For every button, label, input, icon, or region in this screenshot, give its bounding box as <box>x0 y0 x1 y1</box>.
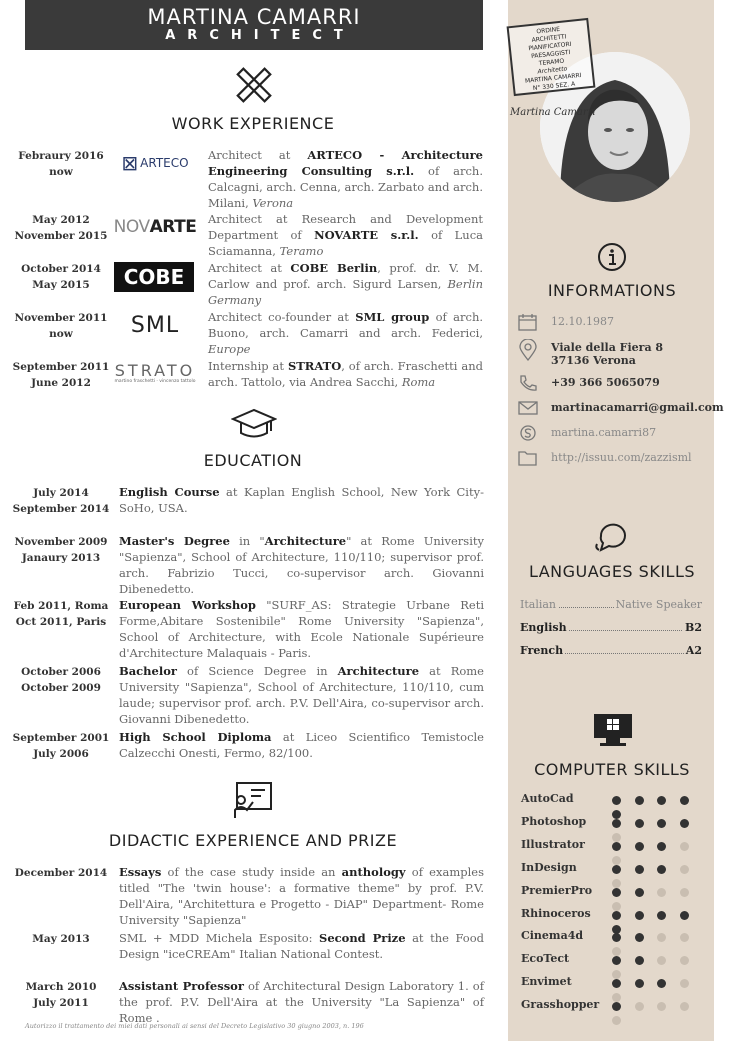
work-location: Roma <box>401 375 436 389</box>
privacy-note: Autorizzo il trattamento dei miei dati personali ai sensi del Decreto Legislativo 30 giugno 2003, n. 196 <box>25 1022 364 1030</box>
education-description: English Course at Kaplan English School, New York City-SoHo, USA. <box>119 485 484 515</box>
skill-row <box>521 861 711 875</box>
work-date <box>10 359 112 391</box>
date-start: Febraury 2016 <box>18 150 104 162</box>
phone-number[interactable]: +39 366 5065079 <box>551 376 660 389</box>
skill-name: EcoTect <box>521 952 570 966</box>
date-start: November 2009 <box>14 536 108 548</box>
skill-dot <box>612 956 621 965</box>
date-start: September 2011 <box>12 361 110 373</box>
skill-dot <box>612 933 621 942</box>
skill-row <box>521 907 711 921</box>
skill-name: Envimet <box>521 975 572 989</box>
skill-dot <box>680 842 689 851</box>
skill-dot <box>612 911 621 920</box>
date-start: December 2014 <box>14 867 108 879</box>
date-end: May 2015 <box>32 279 90 291</box>
education-description: European Workshop "SURF_AS: Strategie Urbane Reti Forme,Abitare Sostenibile" Rome University "Sapienza", School of Architecture, with Ecole Nationale Supérieure d'Architecture Malaquais - Paris. <box>119 598 484 660</box>
date-start: March 2010 <box>25 981 97 993</box>
date-end: now <box>49 166 73 178</box>
skill-dot <box>657 933 666 942</box>
date-start: May 2012 <box>32 214 90 226</box>
highlight: Second Prize <box>319 931 406 945</box>
company-logo <box>114 262 194 292</box>
signature: Martina Camarri <box>510 107 596 118</box>
date-end: Oct 2011, Paris <box>15 616 107 628</box>
skill-dot <box>680 1002 689 1011</box>
highlight: Architecture <box>337 664 420 678</box>
logo-text: ARTECO <box>140 156 189 170</box>
company-logo <box>112 149 198 177</box>
skype-icon <box>518 424 538 442</box>
date-end: July 2011 <box>33 997 89 1009</box>
skill-name: Illustrator <box>521 837 585 851</box>
date-end: November 2015 <box>14 230 108 242</box>
education-date <box>10 598 112 630</box>
didactic-date <box>10 931 112 947</box>
pencil-ruler-icon <box>233 64 275 106</box>
logo-text: COBE <box>123 265 185 289</box>
company-name: SML group <box>355 310 430 324</box>
speech-bubbles-icon <box>595 520 629 552</box>
section-title-computer: COMPUTER SKILLS <box>534 760 690 779</box>
info-icon <box>597 242 627 272</box>
location-pin-icon <box>518 339 538 361</box>
skill-dot <box>612 796 621 805</box>
date-end: Janaury 2013 <box>21 552 101 564</box>
skill-dot <box>657 979 666 988</box>
logo-text: ARTE <box>149 217 197 237</box>
skill-row <box>521 929 711 943</box>
company-name: COBE Berlin <box>290 261 378 275</box>
education-date <box>10 730 112 762</box>
education-date <box>10 534 112 566</box>
work-date <box>10 261 112 293</box>
skill-name: Cinema4d <box>521 929 584 943</box>
skill-name: PremierPro <box>521 883 593 897</box>
skill-name: Photoshop <box>521 814 587 828</box>
skill-dot <box>612 1002 621 1011</box>
date-end: June 2012 <box>31 377 91 389</box>
highlight: Bachelor <box>119 664 177 678</box>
skill-dot <box>635 1002 644 1011</box>
date-end: October 2009 <box>21 682 101 694</box>
skill-dot <box>612 865 621 874</box>
skill-row <box>521 815 711 829</box>
skill-dot <box>612 842 621 851</box>
highlight: Architecture <box>264 534 347 548</box>
work-date <box>10 148 112 180</box>
highlight: Assistant Professor <box>119 979 244 993</box>
highlight: English Course <box>119 485 220 499</box>
date-start: October 2006 <box>21 666 101 678</box>
skill-row <box>521 884 711 898</box>
address-street: Viale della Fiera 8 <box>551 341 664 354</box>
skill-dot <box>635 796 644 805</box>
date-start: July 2014 <box>33 487 89 499</box>
didactic-description: Essays of the case study inside an anthology of examples titled "The 'twin house': a formative theme" by prof. P.V. Dell'Aira, "Architettura e Progetto - DiAP" Department- Rome University "Sapienza" <box>119 865 484 927</box>
section-title-didactic: DIDACTIC EXPERIENCE AND PRIZE <box>108 831 398 850</box>
logo-mark-icon: ⊠ <box>121 151 139 175</box>
education-description: High School Diploma at Liceo Scientifico Temistocle Calzecchi Onesti, Fermo, 82/100. <box>119 730 484 760</box>
folder-icon <box>518 449 538 467</box>
skill-dot <box>635 911 644 920</box>
birth-date: 12.10.1987 <box>551 315 614 328</box>
logo-subtext: martino fraschetti · vincenzo tattolo <box>114 379 196 384</box>
company-logo <box>112 311 198 339</box>
work-date <box>10 310 112 342</box>
date-start: May 2013 <box>32 933 90 945</box>
skill-dot <box>612 1016 621 1025</box>
skill-row <box>521 792 711 806</box>
skill-dot <box>612 819 621 828</box>
skill-dot <box>657 819 666 828</box>
skill-row <box>521 838 711 852</box>
date-start: October 2014 <box>21 263 101 275</box>
skill-dot <box>680 796 689 805</box>
skill-row <box>521 975 711 989</box>
company-name: STRATO <box>287 359 342 373</box>
highlight: anthology <box>341 865 406 879</box>
skill-dot <box>657 842 666 851</box>
date-start: Feb 2011, Roma <box>13 600 109 612</box>
website-url[interactable]: http://issuu.com/zazzisml <box>551 451 692 464</box>
work-location: Europe <box>208 342 251 356</box>
work-description: Architect at Research and Development Department of NOVARTE s.r.l. of Luca Sciamanna, Teramo <box>208 212 483 258</box>
phone-icon <box>518 374 538 392</box>
skill-name: Grasshopper <box>521 998 600 1012</box>
skill-dot <box>680 911 689 920</box>
company-logo <box>112 213 198 241</box>
education-date <box>10 485 112 517</box>
skill-dot <box>657 956 666 965</box>
work-description: Architect at ARTECO - Architecture Engineering Consulting s.r.l. of arch. Calcagni, arch. Cenna, arch. Zarbato and arch. Milani, Verona <box>208 148 483 210</box>
company-name: NOVARTE s.r.l. <box>314 228 419 242</box>
work-description: Internship at STRATO, of arch. Fraschetti and arch. Tattolo, via Andrea Sacchi, Roma <box>208 359 484 389</box>
work-location: Verona <box>252 196 294 210</box>
skill-dot <box>680 819 689 828</box>
language-name: Italian <box>520 598 557 611</box>
skill-dot <box>635 819 644 828</box>
section-title-education: EDUCATION <box>203 451 303 470</box>
professional-stamp: ORDINE ARCHITETTI PIANIFICATORI PAESAGGISTI TERAMO Architetto MARTINA CAMARRI N° 330 SEZ. A <box>507 18 596 96</box>
didactic-description: SML + MDD Michela Esposito: Second Prize at the Food Design "iceCREAm" Italian National Contest. <box>119 931 484 961</box>
date-start: September 2001 <box>12 732 110 744</box>
person-name: MARTINA CAMARRI <box>147 5 361 29</box>
calendar-icon <box>518 313 538 331</box>
highlight: High School Diploma <box>119 730 272 744</box>
skill-row <box>521 952 711 966</box>
skill-dot <box>635 933 644 942</box>
work-location: Teramo <box>279 244 324 258</box>
person-role: ARCHITECT <box>165 28 355 43</box>
education-description: Bachelor of Science Degree in Architecture at Rome University "Sapienza", School of Architecture, 110/110, cum laude; supervisor prof. arch. P.V. Dell'Aira, co-supervisor arch. Giovanni Dibenedetto. <box>119 664 484 726</box>
didactic-date <box>10 865 112 881</box>
skill-level-dots <box>612 1001 711 1029</box>
skill-dot <box>612 979 621 988</box>
date-end: now <box>49 328 73 340</box>
section-title-info: INFORMATIONS <box>547 281 677 300</box>
address-city: 37136 Verona <box>551 354 636 367</box>
company-logo <box>112 360 198 388</box>
skill-dot <box>680 888 689 897</box>
company-name: ARTECO - Architecture Engineering Consulting s.r.l. <box>208 148 483 178</box>
skill-dot <box>635 888 644 897</box>
skill-dot <box>635 979 644 988</box>
work-description: Architect co-founder at SML group of arch. Buono, arch. Camarri and arch. Federici, Europe <box>208 310 484 356</box>
skill-dot <box>657 865 666 874</box>
skill-dot <box>635 842 644 851</box>
language-name: English <box>520 621 567 634</box>
skill-name: Rhinoceros <box>521 906 591 920</box>
skill-dot <box>680 933 689 942</box>
skill-name: InDesign <box>521 860 577 874</box>
highlight: Master's Degree <box>119 534 230 548</box>
language-level: B2 <box>685 621 702 634</box>
education-description: Master's Degree in "Architecture" at Rome University "Sapienza", School of Architecture, 110/110; supervisor prof. arch. Fabrizio Tucci, co-supervisor arch. Giovanni Dibenedetto. <box>119 534 484 596</box>
section-title-work: WORK EXPERIENCE <box>171 114 335 133</box>
logo-text: NOV <box>113 217 150 237</box>
highlight: European Workshop <box>119 598 256 612</box>
date-start: November 2011 <box>14 312 108 324</box>
graduation-cap-icon <box>231 407 277 441</box>
logo-text: SML <box>130 312 180 338</box>
highlight: Essays <box>119 865 162 879</box>
cv-header <box>25 0 483 50</box>
didactic-date <box>10 979 112 1011</box>
language-level: A2 <box>685 644 702 657</box>
skill-dot <box>680 956 689 965</box>
work-date <box>10 212 112 244</box>
skill-dot <box>635 956 644 965</box>
skill-dot <box>612 888 621 897</box>
language-name: French <box>520 644 564 657</box>
skill-dot <box>657 796 666 805</box>
skype-handle[interactable]: martina.camarri87 <box>551 426 657 439</box>
skill-row <box>521 998 711 1012</box>
language-level: Native Speaker <box>615 598 702 611</box>
date-end: September 2014 <box>12 503 110 515</box>
didactic-description: Assistant Professor of Architectural Design Laboratory 1. of the prof. P.V. Dell'Aira at the University "La Sapienza" of Rome . <box>119 979 484 1025</box>
skill-dot <box>657 888 666 897</box>
mail-icon <box>518 399 538 417</box>
section-title-languages: LANGUAGES SKILLS <box>528 562 696 581</box>
teacher-board-icon <box>231 780 275 820</box>
skill-dot <box>680 979 689 988</box>
work-description: Architect at COBE Berlin, prof. dr. V. M. Carlow and prof. arch. Sigurd Larsen, Berlin Germany <box>208 261 483 307</box>
skill-dot <box>635 865 644 874</box>
logo-text: STRATO <box>114 361 196 380</box>
work-location: Berlin Germany <box>208 277 483 307</box>
education-date <box>10 664 112 696</box>
skill-name: AutoCad <box>521 792 574 805</box>
skill-dot <box>657 911 666 920</box>
skill-dot <box>657 1002 666 1011</box>
email-address[interactable]: martinacamarri@gmail.com <box>551 401 724 414</box>
skill-dot <box>680 865 689 874</box>
computer-icon <box>592 712 634 748</box>
date-end: July 2006 <box>33 748 89 760</box>
